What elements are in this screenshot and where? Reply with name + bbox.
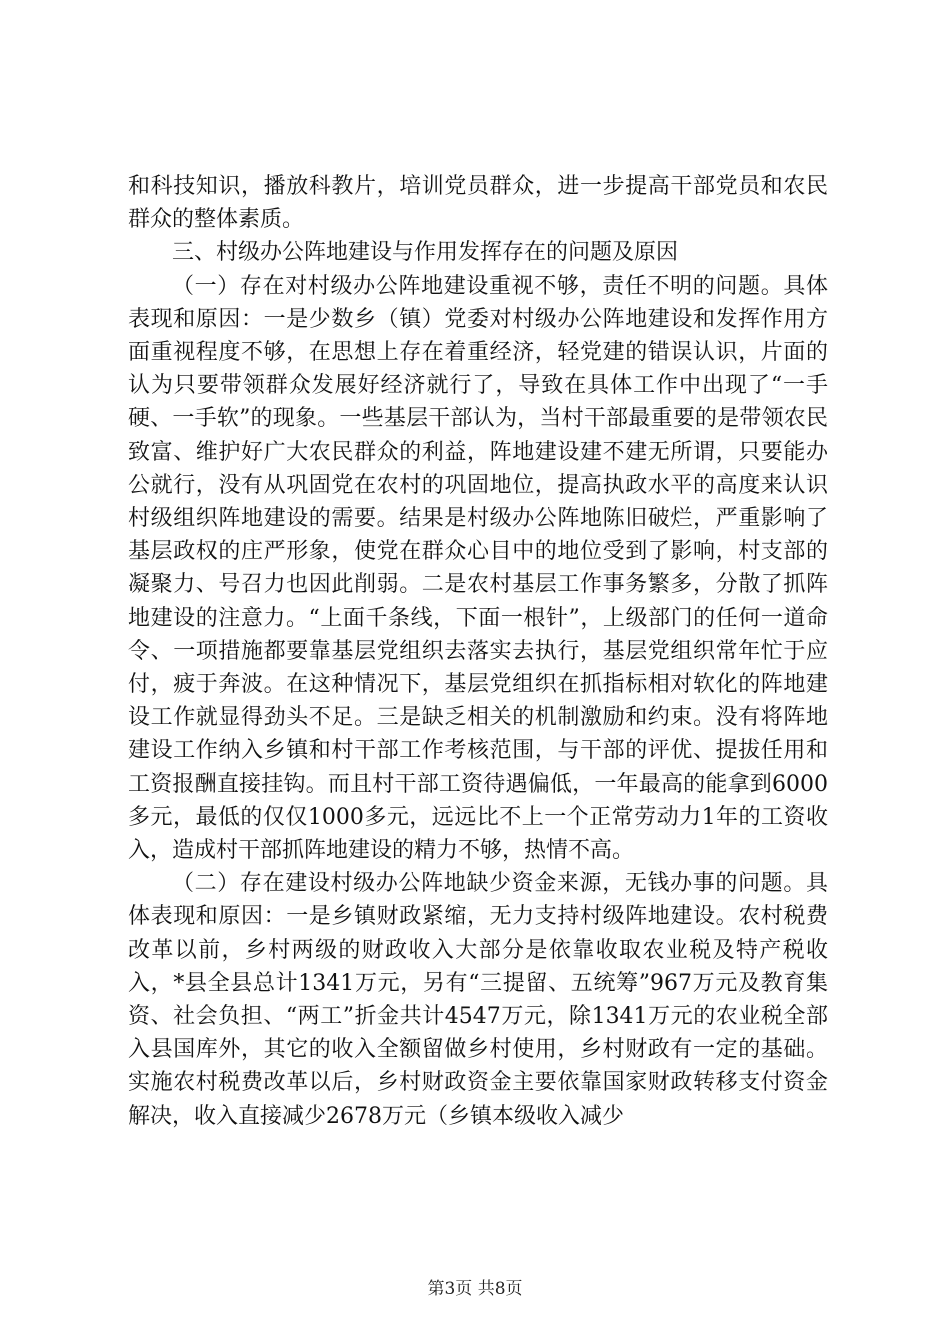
paragraph-continuation: 和科技知识，播放科教片，培训党员群众，进一步提高干部党员和农民群众的整体素质。 xyxy=(128,174,828,233)
page-number-footer: 第3页 共8页 xyxy=(427,1279,523,1299)
paragraph-problem-1: （一）存在对村级办公阵地建设重视不够，责任不明的问题。具体表现和原因：一是少数乡（镇）党委对村级办公阵地建设和发挥作用方面重视程度不够，在思想上存在着重经济，轻党建的错误认识，片面的认为只要带领群众发展好经济就行了，导致在具体工作中出现了“一手硬、一手软”的现象。一些基层干部认为，当村干部最重要的是带领农民致富、维护好广大农民群众的利益，阵地建设建不建无所谓，只要能办公就行，没有从巩固党在农村的巩固地位，提高执政水平的高度来认识村级组织阵地建设的需要。结果是村级办公阵地陈旧破烂，严重影响了基层政权的庄严形象，使党在群众心目中的地位受到了影响，村支部的凝聚力、号召力也因此削弱。二是农村基层工作事务繁多，分散了抓阵地建设的注意力。“上面千条线，下面一根针”，上级部门的任何一道命令、一项措施都要靠基层党组织去落实去执行，基层党组织常年忙于应付，疲于奔波。在这种情况下，基层党组织在抓指标相对软化的阵地建设工作就显得劲头不足。三是缺乏相关的机制激励和约束。没有将阵地建设工作纳入乡镇和村干部工作考核范围，与干部的评优、提拔任用和工资报酬直接挂钩。而且村干部工资待遇偏低，一年最高的能拿到6000多元，最低的仅仅1000多元，远远比不上一个正常劳动力1年的工资收入，造成村干部抓阵地建设的精力不够，热情不高。 xyxy=(128,273,828,864)
paragraph-problem-2: （二）存在建设村级办公阵地缺少资金来源，无钱办事的问题。具体表现和原因：一是乡镇财政紧缩，无力支持村级阵地建设。农村税费改革以前，乡村两级的财政收入大部分是依靠收取农业税及特产税收入，*县全县总计1341万元，另有“三提留、五统筹”967万元及教育集资、社会负担、“两工”折金共计4547万元，除1341万元的农业税全部入县国库外，其它的收入全额留做乡村使用，乡村财政有一定的基础。实施农村税费改革以后，乡村财政资金主要依靠国家财政转移支付资金解决，收入直接减少2678万元（乡镇本级收入减少 xyxy=(128,871,828,1129)
document-body xyxy=(128,170,828,1133)
section-heading: 三、村级办公阵地建设与作用发挥存在的问题及原因 xyxy=(172,240,679,266)
